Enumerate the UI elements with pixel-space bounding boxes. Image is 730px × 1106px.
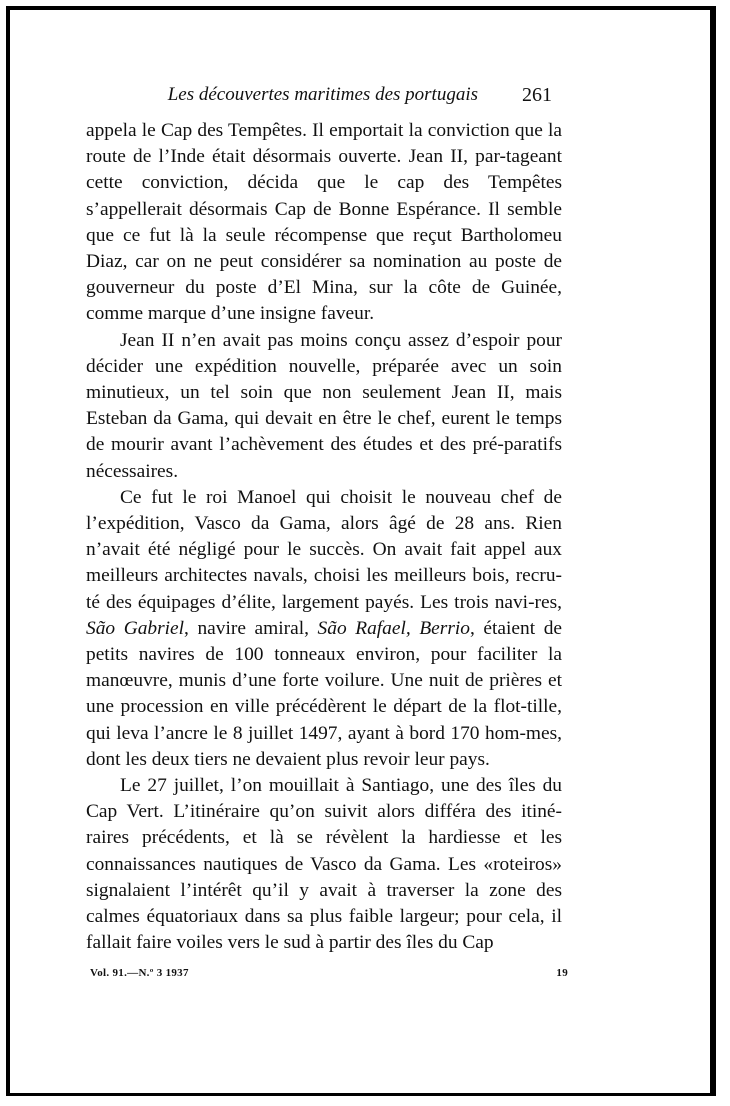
volume-info: Vol. 91.—N.º 3 1937 (90, 967, 189, 979)
running-head (86, 84, 562, 118)
paragraph-text: , navire amiral, (184, 617, 318, 639)
paragraph (86, 773, 562, 956)
paragraph-text: Le 27 juillet, l’on mouillait à Santiago, une des îles du Cap Vert. L’itinéraire qu’on suivit alors différa des itiné-raires précédents, et là se révèlent la hardiesse et les connaissances nautiques de Vasco da Gama. Les «roteiros» signalaient l’intérêt qu’il y avait à traverser la zone des calmes équatoriaux dans sa plus faible largeur; pour cela, il fallait faire voiles vers le sud à partir des îles du Cap (86, 775, 562, 954)
paragraph (86, 328, 562, 485)
ship-names-sao-rafael-berrio: São Rafael, Berrio (317, 617, 470, 639)
page-content (86, 84, 562, 957)
running-title: Les découvertes maritimes des portugais (167, 84, 478, 105)
paragraph-text: appela le Cap des Tempêtes. Il emportait la conviction que la route de l’Inde était désormais ouverte. Jean II, par-tageant cette conviction, décida que le cap des Tempêtes s’appellerait désormais Cap de Bonne Espérance. Il semble que ce fut là la seule récompense que reçut Bartholomeu Diaz, car on ne peut considérer sa nomination au poste de gouverneur du poste d’El Mina, sur la côte de Guinée, comme marque d’une insigne faveur. (86, 120, 562, 325)
body-text (86, 118, 562, 957)
paragraph-text: Jean II n’en avait pas moins conçu assez d’espoir pour décider une expédition nouvelle, préparée avec un soin minutieux, un tel soin que non seulement Jean II, mais Esteban da Gama, qui devait en être le chef, eurent le temps de mourir avant l’achèvement des études et des pré-paratifs nécessaires. (86, 329, 562, 482)
signature-mark: 19 (556, 967, 568, 979)
ship-name-sao-gabriel: São Gabriel (86, 617, 185, 639)
page-number: 261 (522, 84, 552, 106)
paragraph (86, 485, 562, 773)
paragraph-text: Ce fut le roi Manoel qui choisit le nouveau chef de l’expédition, Vasco da Gama, alors âgé de 28 ans. Rien n’avait été négligé pour le succès. On avait fait appel aux meilleurs architectes navals, choisi les meilleurs bois, recru-té des équipages d’élite, largement payés. Les trois navi-res, (86, 486, 562, 613)
paragraph-text: , étaient de petits navires de 100 tonneaux environ, pour faciliter la manœuvre, munis d’une forte voilure. Une nuit de prières et une procession en ville précédèrent le départ de la flot-tille, qui leva l’ancre le 8 juillet 1497, ayant à bord 170 hom-mes, dont les deux tiers ne devaient plus revoir leur pays. (86, 617, 563, 770)
paragraph (86, 118, 562, 328)
